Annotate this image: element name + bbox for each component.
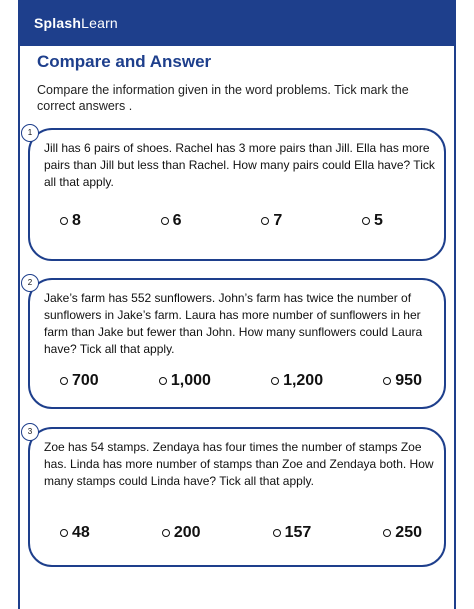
answer-option-label: 1,200 bbox=[283, 372, 324, 389]
answer-option[interactable] bbox=[273, 524, 312, 542]
answer-option[interactable] bbox=[261, 212, 321, 230]
answer-option-label: 1,000 bbox=[170, 372, 211, 389]
answer-option-label: 200 bbox=[173, 524, 201, 541]
answer-option[interactable] bbox=[60, 524, 90, 542]
answer-option[interactable] bbox=[383, 524, 422, 542]
radio-circle-icon[interactable] bbox=[383, 529, 391, 537]
answer-options bbox=[60, 372, 422, 390]
radio-circle-icon[interactable] bbox=[60, 377, 68, 385]
radio-circle-icon[interactable] bbox=[159, 377, 167, 385]
problem-question: Jake’s farm has 552 sunflowers. John’s farm has twice the number of sunflowers in Jake’s farm. Laura has more number of sunflowers in her farm than Jake but fewer than John. How many sunflowers could Laura have? Tick all that apply. bbox=[44, 291, 423, 356]
answer-options bbox=[60, 524, 422, 542]
answer-option[interactable] bbox=[271, 372, 323, 390]
answer-option[interactable] bbox=[161, 212, 221, 230]
problem-card-3 bbox=[28, 427, 446, 567]
radio-circle-icon[interactable] bbox=[273, 529, 281, 537]
radio-circle-icon[interactable] bbox=[60, 529, 68, 537]
radio-circle-icon[interactable] bbox=[383, 377, 391, 385]
problem-number-badge: 2 bbox=[21, 274, 39, 292]
answer-option-label: 950 bbox=[395, 372, 422, 389]
radio-circle-icon[interactable] bbox=[60, 217, 68, 225]
answer-option-label: 7 bbox=[273, 212, 283, 229]
answer-option-label: 6 bbox=[172, 212, 182, 229]
instructions-text: Compare the information given in the word problems. Tick mark the correct answers . bbox=[37, 83, 409, 113]
problem-question: Jill has 6 pairs of shoes. Rachel has 3 more pairs than Jill. Ella has more pairs than Jill but less than Rachel. How many pairs could Ella have? Tick all that apply. bbox=[44, 141, 435, 189]
answer-option[interactable] bbox=[159, 372, 211, 390]
answer-option[interactable] bbox=[383, 372, 422, 390]
problem-question: Zoe has 54 stamps. Zendaya has four times the number of stamps Zoe has. Linda has more number of stamps than Zoe and Zendaya both. How many stamps could Linda have? Tick all that apply. bbox=[44, 440, 434, 488]
problem-number-badge: 1 bbox=[21, 124, 39, 142]
brand-name-bold: Splash bbox=[34, 15, 82, 31]
radio-circle-icon[interactable] bbox=[261, 217, 269, 225]
page-header bbox=[18, 0, 456, 46]
page-title: Compare and Answer bbox=[37, 52, 212, 71]
radio-circle-icon[interactable] bbox=[161, 217, 169, 225]
answer-option[interactable] bbox=[60, 212, 120, 230]
answer-option[interactable] bbox=[362, 212, 422, 230]
answer-option-label: 48 bbox=[72, 524, 90, 541]
answer-option-label: 157 bbox=[284, 524, 312, 541]
answer-option-label: 8 bbox=[72, 212, 81, 229]
answer-option[interactable] bbox=[60, 372, 99, 390]
answer-option-label: 5 bbox=[373, 212, 383, 229]
brand-logo bbox=[34, 15, 118, 31]
radio-circle-icon[interactable] bbox=[162, 529, 170, 537]
problem-number-badge: 3 bbox=[21, 423, 39, 441]
answer-option-label: 700 bbox=[72, 372, 99, 389]
answer-options bbox=[60, 212, 422, 230]
answer-option[interactable] bbox=[162, 524, 201, 542]
radio-circle-icon[interactable] bbox=[362, 217, 370, 225]
brand-name-light: Learn bbox=[81, 15, 118, 31]
radio-circle-icon[interactable] bbox=[271, 377, 279, 385]
problem-card-1 bbox=[28, 128, 446, 261]
problem-card-2 bbox=[28, 278, 446, 409]
answer-option-label: 250 bbox=[395, 524, 422, 541]
